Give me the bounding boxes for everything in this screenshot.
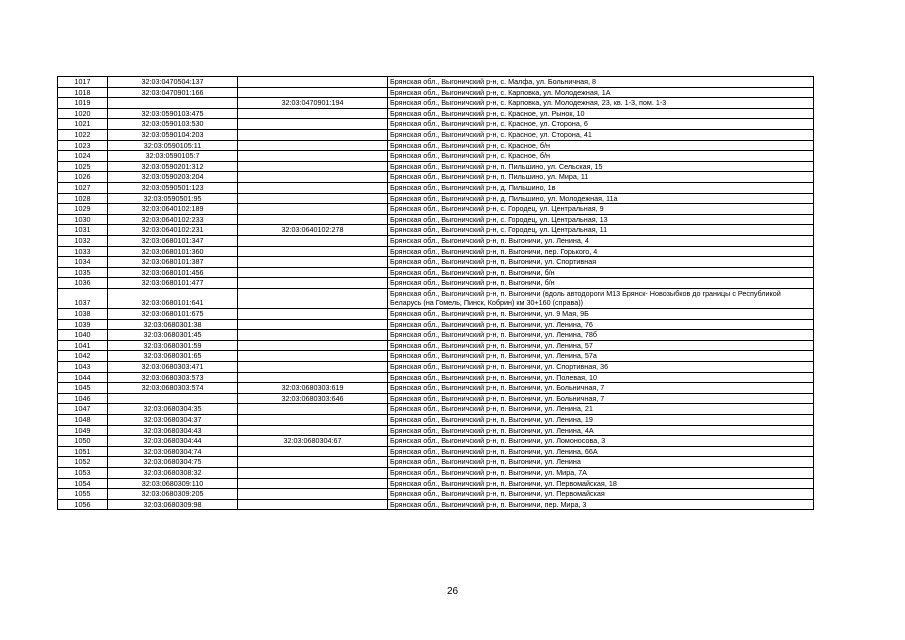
address-cell: Брянская обл., Выгоничский р-н, п. Выгоничи, ул. 9 Мая, 9Б [388, 309, 814, 320]
address-cell: Брянская обл., Выгоничский р-н, п. Выгоничи, ул. Спортивная, 36 [388, 362, 814, 373]
address-cell: Брянская обл., Выгоничский р-н, п. Выгоничи, ул. Больничная, 7 [388, 393, 814, 404]
cadastral-number-cell: 32:03:0590104:203 [108, 129, 238, 140]
cadastral-number-cell: 32:03:0680301:45 [108, 330, 238, 341]
row-number-cell: 1023 [58, 140, 108, 151]
row-number-cell: 1021 [58, 119, 108, 130]
address-cell: Брянская обл., Выгоничский р-н, с. Красное, ул. Сторона, 41 [388, 129, 814, 140]
cadastral-number-cell: 32:03:0680101:347 [108, 235, 238, 246]
row-number-cell: 1046 [58, 393, 108, 404]
related-cadastral-number-cell [238, 362, 388, 373]
related-cadastral-number-cell [238, 87, 388, 98]
cadastral-number-cell: 32:03:0590103:475 [108, 108, 238, 119]
cadastral-number-cell: 32:03:0590103:530 [108, 119, 238, 130]
row-number-cell: 1045 [58, 383, 108, 394]
table-row [58, 161, 814, 172]
row-number-cell: 1052 [58, 457, 108, 468]
table-row [58, 267, 814, 278]
table-row [58, 119, 814, 130]
related-cadastral-number-cell [238, 77, 388, 88]
cadastral-number-cell [108, 393, 238, 404]
address-cell: Брянская обл., Выгоничский р-н, п. Выгоничи, б/н [388, 267, 814, 278]
related-cadastral-number-cell [238, 161, 388, 172]
table-row [58, 288, 814, 308]
address-cell: Брянская обл., Выгоничский р-н, с. Городец, ул. Центральная, 13 [388, 214, 814, 225]
row-number-cell: 1036 [58, 278, 108, 289]
related-cadastral-number-cell [238, 351, 388, 362]
address-cell: Брянская обл., Выгоничский р-н, п. Выгоничи, пер. Мира, 3 [388, 499, 814, 510]
table-row [58, 278, 814, 289]
related-cadastral-number-cell [238, 457, 388, 468]
row-number-cell: 1032 [58, 235, 108, 246]
address-cell: Брянская обл., Выгоничский р-н, п. Пильшино, ул. Мира, 11 [388, 172, 814, 183]
related-cadastral-number-cell [238, 108, 388, 119]
cadastral-number-cell: 32:03:0590201:312 [108, 161, 238, 172]
cadastral-number-cell: 32:03:0680101:360 [108, 246, 238, 257]
related-cadastral-number-cell [238, 214, 388, 225]
table-row [58, 393, 814, 404]
cadastral-number-cell: 32:03:0680303:471 [108, 362, 238, 373]
row-number-cell: 1047 [58, 404, 108, 415]
row-number-cell: 1054 [58, 478, 108, 489]
related-cadastral-number-cell [238, 404, 388, 415]
row-number-cell: 1048 [58, 415, 108, 426]
cadastral-number-cell: 32:03:0640102:233 [108, 214, 238, 225]
table-row [58, 108, 814, 119]
row-number-cell: 1029 [58, 204, 108, 215]
table-row [58, 151, 814, 162]
row-number-cell: 1024 [58, 151, 108, 162]
related-cadastral-number-cell [238, 330, 388, 341]
related-cadastral-number-cell [238, 193, 388, 204]
related-cadastral-number-cell [238, 499, 388, 510]
address-cell: Брянская обл., Выгоничский р-н, п. Выгоничи, ул. Спортивная [388, 257, 814, 268]
related-cadastral-number-cell [238, 129, 388, 140]
related-cadastral-number-cell [238, 172, 388, 183]
page-number: 26 [446, 586, 459, 597]
related-cadastral-number-cell: 32:03:0680303:646 [238, 393, 388, 404]
row-number-cell: 1019 [58, 98, 108, 109]
address-cell: Брянская обл., Выгоничский р-н, п. Выгоничи (вдоль автодороги М13 Брянск- Новозыбков до границы с Республикой Беларусь (на Гомель, Пинск, Кобрин) км 30+160 (справа)) [388, 288, 814, 308]
address-cell: Брянская обл., Выгоничский р-н, с. Красное, б/н [388, 151, 814, 162]
cadastral-number-cell: 32:03:0680309:205 [108, 489, 238, 500]
row-number-cell: 1038 [58, 309, 108, 320]
related-cadastral-number-cell: 32:03:0680303:619 [238, 383, 388, 394]
cadastral-number-cell: 32:03:0680301:65 [108, 351, 238, 362]
row-number-cell: 1028 [58, 193, 108, 204]
table-row [58, 129, 814, 140]
related-cadastral-number-cell [238, 278, 388, 289]
row-number-cell: 1030 [58, 214, 108, 225]
row-number-cell: 1056 [58, 499, 108, 510]
cadastral-number-cell [108, 98, 238, 109]
address-cell: Брянская обл., Выгоничский р-н, с. Городец, ул. Центральная, 9 [388, 204, 814, 215]
related-cadastral-number-cell [238, 467, 388, 478]
address-cell: Брянская обл., Выгоничский р-н, п. Выгоничи, ул. Первомайская [388, 489, 814, 500]
related-cadastral-number-cell [238, 478, 388, 489]
row-number-cell: 1051 [58, 446, 108, 457]
table-row [58, 246, 814, 257]
related-cadastral-number-cell [238, 309, 388, 320]
address-cell: Брянская обл., Выгоничский р-н, п. Выгоничи, ул. Полевая, 10 [388, 372, 814, 383]
table-row [58, 330, 814, 341]
row-number-cell: 1042 [58, 351, 108, 362]
table-row [58, 257, 814, 268]
row-number-cell: 1033 [58, 246, 108, 257]
row-number-cell: 1037 [58, 288, 108, 308]
address-cell: Брянская обл., Выгоничский р-н, с. Красное, б/н [388, 140, 814, 151]
related-cadastral-number-cell [238, 319, 388, 330]
table-row [58, 193, 814, 204]
cadastral-number-cell: 32:03:0640102:231 [108, 225, 238, 236]
address-cell: Брянская обл., Выгоничский р-н, п. Выгоничи, ул. Ленина, 78б [388, 330, 814, 341]
related-cadastral-number-cell [238, 267, 388, 278]
row-number-cell: 1050 [58, 436, 108, 447]
table-row [58, 225, 814, 236]
related-cadastral-number-cell [238, 446, 388, 457]
address-cell: Брянская обл., Выгоничский р-н, п. Выгоничи, ул. Ленина, 21 [388, 404, 814, 415]
table-row [58, 182, 814, 193]
address-cell: Брянская обл., Выгоничский р-н, п. Выгоничи, ул. Ленина, 4А [388, 425, 814, 436]
cadastral-number-cell: 32:03:0470901:166 [108, 87, 238, 98]
row-number-cell: 1022 [58, 129, 108, 140]
address-cell: Брянская обл., Выгоничский р-н, п. Выгоничи, ул. Ленина [388, 457, 814, 468]
address-cell: Брянская обл., Выгоничский р-н, с. Карповка, ул. Молодежная, 1А [388, 87, 814, 98]
address-cell: Брянская обл., Выгоничский р-н, п. Выгоничи, пер. Горького, 4 [388, 246, 814, 257]
related-cadastral-number-cell [238, 372, 388, 383]
related-cadastral-number-cell [238, 489, 388, 500]
address-cell: Брянская обл., Выгоничский р-н, с. Городец, ул. Центральная, 11 [388, 225, 814, 236]
cadastral-number-cell: 32:03:0590105:7 [108, 151, 238, 162]
table-row [58, 372, 814, 383]
table-row [58, 478, 814, 489]
table-row [58, 425, 814, 436]
row-number-cell: 1049 [58, 425, 108, 436]
cadastral-number-cell: 32:03:0470504:137 [108, 77, 238, 88]
table-row [58, 172, 814, 183]
address-cell: Брянская обл., Выгоничский р-н, п. Выгоничи, ул. Первомайская, 18 [388, 478, 814, 489]
address-cell: Брянская обл., Выгоничский р-н, с. Карповка, ул. Молодежная, 23, кв. 1-3, пом. 1-3 [388, 98, 814, 109]
row-number-cell: 1041 [58, 340, 108, 351]
cadastral-number-cell: 32:03:0680309:110 [108, 478, 238, 489]
related-cadastral-number-cell: 32:03:0640102:278 [238, 225, 388, 236]
table-row [58, 204, 814, 215]
related-cadastral-number-cell: 32:03:0470901:194 [238, 98, 388, 109]
row-number-cell: 1031 [58, 225, 108, 236]
table-row [58, 87, 814, 98]
table-row [58, 446, 814, 457]
row-number-cell: 1044 [58, 372, 108, 383]
cadastral-number-cell: 32:03:0680101:675 [108, 309, 238, 320]
cadastral-number-cell: 32:03:0680309:98 [108, 499, 238, 510]
related-cadastral-number-cell [238, 204, 388, 215]
address-cell: Брянская обл., Выгоничский р-н, п. Выгоничи, ул. Ленина, 76 [388, 319, 814, 330]
row-number-cell: 1043 [58, 362, 108, 373]
row-number-cell: 1040 [58, 330, 108, 341]
table-row [58, 235, 814, 246]
cadastral-number-cell: 32:03:0680301:59 [108, 340, 238, 351]
cadastral-number-cell: 32:03:0680304:35 [108, 404, 238, 415]
table-row [58, 457, 814, 468]
cadastral-number-cell: 32:03:0680101:456 [108, 267, 238, 278]
cadastral-number-cell: 32:03:0640102:189 [108, 204, 238, 215]
table-row [58, 319, 814, 330]
register-table-body [58, 77, 814, 510]
cadastral-number-cell: 32:03:0680101:387 [108, 257, 238, 268]
cadastral-number-cell: 32:03:0680303:574 [108, 383, 238, 394]
cadastral-number-cell: 32:03:0680301:38 [108, 319, 238, 330]
table-row [58, 340, 814, 351]
row-number-cell: 1025 [58, 161, 108, 172]
register-table [57, 76, 814, 510]
related-cadastral-number-cell [238, 246, 388, 257]
address-cell: Брянская обл., Выгоничский р-н, п. Выгоничи, ул. Ленина, 57 [388, 340, 814, 351]
cadastral-number-cell: 32:03:0680308:32 [108, 467, 238, 478]
cadastral-number-cell: 32:03:0590105:11 [108, 140, 238, 151]
cadastral-number-cell: 32:03:0680304:74 [108, 446, 238, 457]
row-number-cell: 1039 [58, 319, 108, 330]
cadastral-number-cell: 32:03:0680304:75 [108, 457, 238, 468]
table-row [58, 467, 814, 478]
table-row [58, 351, 814, 362]
row-number-cell: 1034 [58, 257, 108, 268]
address-cell: Брянская обл., Выгоничский р-н, п. Выгоничи, ул. Ломоносова, 3 [388, 436, 814, 447]
address-cell: Брянская обл., Выгоничский р-н, п. Выгоничи, ул. Ленина, 19 [388, 415, 814, 426]
table-row [58, 499, 814, 510]
row-number-cell: 1053 [58, 467, 108, 478]
related-cadastral-number-cell [238, 425, 388, 436]
address-cell: Брянская обл., Выгоничский р-н, п. Выгоничи, ул. Больничная, 7 [388, 383, 814, 394]
address-cell: Брянская обл., Выгоничский р-н, с. Малфа, ул. Больничная, 8 [388, 77, 814, 88]
related-cadastral-number-cell [238, 288, 388, 308]
table-row [58, 362, 814, 373]
cadastral-number-cell: 32:03:0590501:95 [108, 193, 238, 204]
address-cell: Брянская обл., Выгоничский р-н, с. Красное, ул. Сторона, 6 [388, 119, 814, 130]
row-number-cell: 1027 [58, 182, 108, 193]
address-cell: Брянская обл., Выгоничский р-н, п. Выгоничи, ул. Ленина, 57а [388, 351, 814, 362]
address-cell: Брянская обл., Выгоничский р-н, п. Выгоничи, б/н [388, 278, 814, 289]
cadastral-number-cell: 32:03:0680101:477 [108, 278, 238, 289]
address-cell: Брянская обл., Выгоничский р-н, п. Пильшино, ул. Сельская, 15 [388, 161, 814, 172]
row-number-cell: 1017 [58, 77, 108, 88]
address-cell: Брянская обл., Выгоничский р-н, п. Выгоничи, ул. Ленина, 4 [388, 235, 814, 246]
table-row [58, 140, 814, 151]
row-number-cell: 1018 [58, 87, 108, 98]
related-cadastral-number-cell [238, 235, 388, 246]
cadastral-number-cell: 32:03:0680304:44 [108, 436, 238, 447]
related-cadastral-number-cell [238, 151, 388, 162]
cadastral-number-cell: 32:03:0590501:123 [108, 182, 238, 193]
address-cell: Брянская обл., Выгоничский р-н, с. Красное, ул. Рынок, 10 [388, 108, 814, 119]
row-number-cell: 1035 [58, 267, 108, 278]
address-cell: Брянская обл., Выгоничский р-н, д. Пильшино, ул. Молодежная, 11а [388, 193, 814, 204]
related-cadastral-number-cell [238, 182, 388, 193]
table-row [58, 214, 814, 225]
table-row [58, 98, 814, 109]
row-number-cell: 1020 [58, 108, 108, 119]
table-row [58, 383, 814, 394]
table-row [58, 404, 814, 415]
related-cadastral-number-cell [238, 415, 388, 426]
table-row [58, 436, 814, 447]
row-number-cell: 1026 [58, 172, 108, 183]
table-row [58, 309, 814, 320]
address-cell: Брянская обл., Выгоничский р-н, д. Пильшино, 1в [388, 182, 814, 193]
address-cell: Брянская обл., Выгоничский р-н, п. Выгоничи, ул. Ленина, 66А [388, 446, 814, 457]
cadastral-number-cell: 32:03:0680304:43 [108, 425, 238, 436]
related-cadastral-number-cell: 32:03:0680304:67 [238, 436, 388, 447]
table-row [58, 77, 814, 88]
address-cell: Брянская обл., Выгоничский р-н, п. Выгоничи, ул. Мира, 7А [388, 467, 814, 478]
table-row [58, 415, 814, 426]
cadastral-number-cell: 32:03:0680304:37 [108, 415, 238, 426]
cadastral-number-cell: 32:03:0680101:641 [108, 288, 238, 308]
table-row [58, 489, 814, 500]
related-cadastral-number-cell [238, 140, 388, 151]
related-cadastral-number-cell [238, 340, 388, 351]
related-cadastral-number-cell [238, 119, 388, 130]
related-cadastral-number-cell [238, 257, 388, 268]
cadastral-number-cell: 32:03:0680303:573 [108, 372, 238, 383]
row-number-cell: 1055 [58, 489, 108, 500]
cadastral-number-cell: 32:03:0590203:204 [108, 172, 238, 183]
